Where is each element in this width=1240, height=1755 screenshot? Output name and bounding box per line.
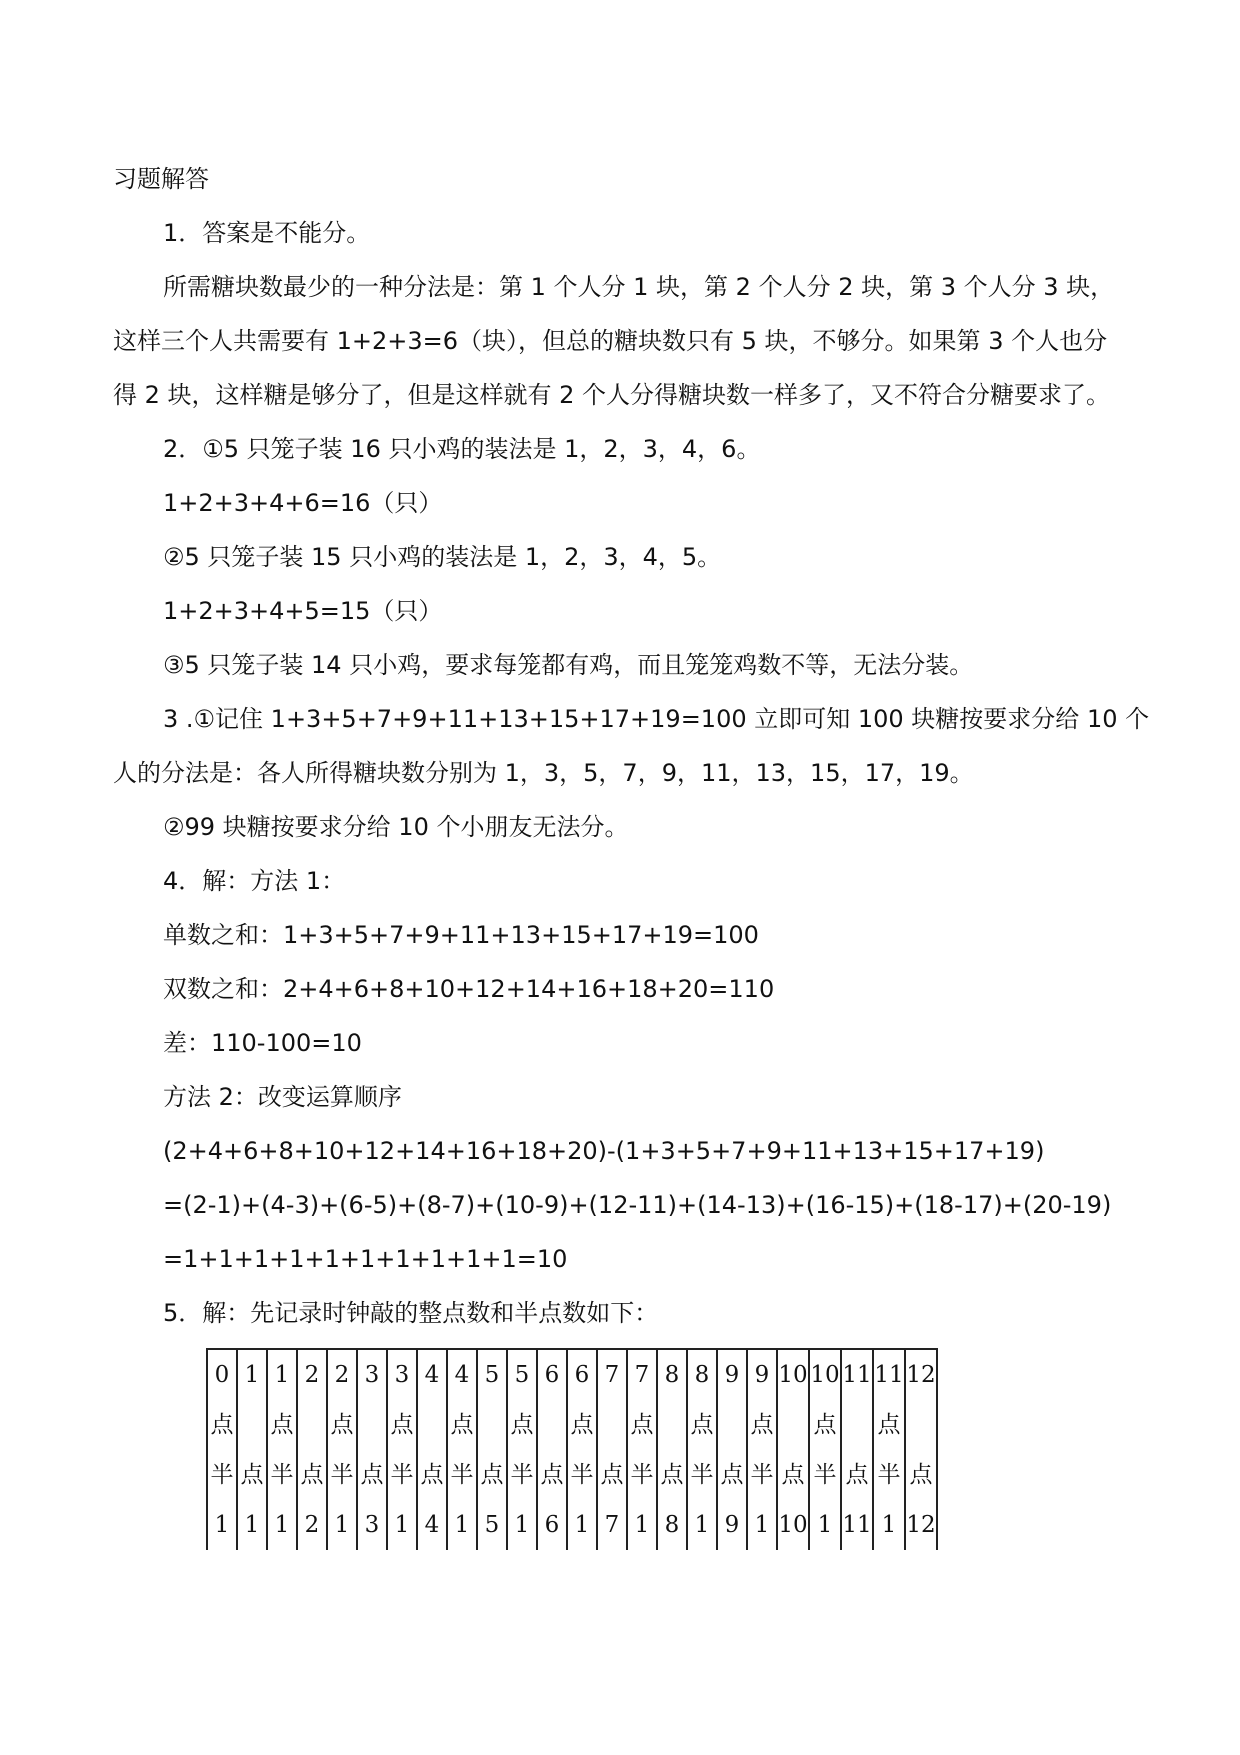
- cell-text: 1: [754, 1511, 770, 1538]
- cell-text: 4: [454, 1361, 470, 1388]
- cell-text: 5: [484, 1511, 500, 1538]
- cell-text: 半: [330, 1461, 354, 1488]
- table-cell: [809, 1400, 841, 1450]
- table-cell: [873, 1500, 905, 1550]
- document-heading: 习题解答: [113, 165, 209, 193]
- method-2-step-2: =(2-1)+(4-3)+(6-5)+(8-7)+(10-9)+(12-11)+(14-13)+(16-15)+(18-17)+(20-19): [163, 1191, 1112, 1219]
- difference-line: 差：110-100=10: [163, 1029, 362, 1057]
- cell-text: 点: [909, 1461, 933, 1488]
- cell-text: 5: [514, 1361, 530, 1388]
- table-cell: [447, 1400, 477, 1450]
- cell-text: 3: [364, 1361, 380, 1388]
- table-cell: [657, 1450, 687, 1500]
- cell-text: 9: [754, 1361, 770, 1388]
- cell-text: 7: [604, 1361, 620, 1388]
- table-cell: [567, 1400, 597, 1450]
- table-cell: [387, 1400, 417, 1450]
- cell-text: 点: [630, 1411, 654, 1438]
- cell-text: 10: [810, 1361, 840, 1388]
- table-cell: [207, 1349, 237, 1400]
- table-cell: [357, 1400, 387, 1450]
- table-cell: [905, 1349, 937, 1400]
- dian-row: [207, 1400, 937, 1450]
- table-cell: [657, 1400, 687, 1450]
- method-2-step-3: =1+1+1+1+1+1+1+1+1+1=10: [163, 1245, 568, 1273]
- table-cell: [357, 1500, 387, 1550]
- table-cell: [687, 1500, 717, 1550]
- table-cell: [873, 1450, 905, 1500]
- cell-text: 1: [214, 1511, 230, 1538]
- table-cell: [597, 1450, 627, 1500]
- table-cell: [267, 1349, 297, 1400]
- answer-2-equation-2: 1+2+3+4+5=15（只）: [163, 597, 443, 625]
- table-cell: [327, 1450, 357, 1500]
- table-cell: [657, 1349, 687, 1400]
- table-cell: [357, 1450, 387, 1500]
- table-cell: [627, 1450, 657, 1500]
- method-2-title: 方法 2：改变运算顺序: [163, 1083, 402, 1111]
- table-cell: [267, 1400, 297, 1450]
- cell-text: 4: [424, 1511, 440, 1538]
- answer-4-title: 4．解：方法 1：: [163, 867, 346, 895]
- cell-text: 1: [274, 1361, 290, 1388]
- cell-text: 点: [690, 1411, 714, 1438]
- cell-text: 3: [394, 1361, 410, 1388]
- cell-text: 2: [304, 1361, 320, 1388]
- cell-text: 半: [450, 1461, 474, 1488]
- table-cell: [627, 1500, 657, 1550]
- table-cell: [297, 1450, 327, 1500]
- table-cell: [597, 1349, 627, 1400]
- table-cell: [447, 1349, 477, 1400]
- table-cell: [777, 1400, 809, 1450]
- cell-text: 9: [724, 1361, 740, 1388]
- table-cell: [627, 1349, 657, 1400]
- cell-text: 半: [570, 1461, 594, 1488]
- table-cell: [537, 1400, 567, 1450]
- answer-1-para-3: 得 2 块，这样糖是够分了，但是这样就有 2 个人分得糖块数一样多了，又不符合分糖要求了。: [113, 381, 1111, 409]
- cell-text: 半: [877, 1461, 901, 1488]
- table-cell: [747, 1500, 777, 1550]
- table-cell: [687, 1349, 717, 1400]
- cell-text: 点: [510, 1411, 534, 1438]
- even-sum-line: 双数之和：2+4+6+8+10+12+14+16+18+20=110: [163, 975, 775, 1003]
- table-cell: [417, 1349, 447, 1400]
- table-cell: [237, 1500, 267, 1550]
- table-cell: [267, 1500, 297, 1550]
- cell-text: 12: [906, 1361, 936, 1388]
- table-cell: [477, 1450, 507, 1500]
- cell-text: 3: [364, 1511, 380, 1538]
- table-cell: [477, 1400, 507, 1450]
- odd-sum-line: 单数之和：1+3+5+7+9+11+13+15+17+19=100: [163, 921, 759, 949]
- table-cell: [567, 1349, 597, 1400]
- answer-1-para-2: 这样三个人共需要有 1+2+3=6（块），但总的糖块数只有 5 块，不够分。如果第 3 个人也分: [113, 327, 1108, 355]
- cell-text: 2: [334, 1361, 350, 1388]
- cell-text: 1: [334, 1511, 350, 1538]
- table-cell: [447, 1500, 477, 1550]
- answer-2-item-1: 2．①5 只笼子装 16 只小鸡的装法是 1，2，3，4，6。: [163, 435, 761, 463]
- cell-text: 半: [390, 1461, 414, 1488]
- cell-text: 9: [724, 1511, 740, 1538]
- table-cell: [627, 1400, 657, 1450]
- cell-text: 1: [454, 1511, 470, 1538]
- cell-text: 点: [210, 1411, 234, 1438]
- table-cell: [477, 1500, 507, 1550]
- table-cell: [717, 1450, 747, 1500]
- table-cell: [507, 1400, 537, 1450]
- cell-text: 点: [720, 1461, 744, 1488]
- cell-text: 点: [750, 1411, 774, 1438]
- table-cell: [809, 1450, 841, 1500]
- cell-text: 6: [544, 1511, 560, 1538]
- table-cell: [237, 1400, 267, 1450]
- cell-text: 7: [634, 1361, 650, 1388]
- table-cell: [567, 1450, 597, 1500]
- cell-text: 1: [394, 1511, 410, 1538]
- table-cell: [905, 1500, 937, 1550]
- table-cell: [905, 1450, 937, 1500]
- cell-text: 6: [544, 1361, 560, 1388]
- cell-text: 点: [480, 1461, 504, 1488]
- cell-text: 1: [244, 1361, 260, 1388]
- table-cell: [387, 1500, 417, 1550]
- cell-text: 1: [634, 1511, 650, 1538]
- table-cell: [687, 1400, 717, 1450]
- cell-text: 点: [813, 1411, 837, 1438]
- cell-text: 点: [390, 1411, 414, 1438]
- cell-text: 半: [510, 1461, 534, 1488]
- table-cell: [537, 1349, 567, 1400]
- table-cell: [717, 1349, 747, 1400]
- cell-text: 点: [360, 1461, 384, 1488]
- cell-text: 5: [484, 1361, 500, 1388]
- table-cell: [417, 1400, 447, 1450]
- table-cell: [207, 1500, 237, 1550]
- cell-text: 点: [420, 1461, 444, 1488]
- cell-text: 1: [274, 1511, 290, 1538]
- cell-text: 2: [304, 1511, 320, 1538]
- cell-text: 0: [214, 1361, 230, 1388]
- table-cell: [477, 1349, 507, 1400]
- table-cell: [841, 1450, 873, 1500]
- cell-text: 点: [600, 1461, 624, 1488]
- cell-text: 1: [244, 1511, 260, 1538]
- table-cell: [873, 1400, 905, 1450]
- clock-chime-table: [206, 1348, 938, 1550]
- table-cell: [717, 1500, 747, 1550]
- table-cell: [297, 1349, 327, 1400]
- table-cell: [417, 1500, 447, 1550]
- table-cell: [905, 1400, 937, 1450]
- table-cell: [597, 1500, 627, 1550]
- table-cell: [387, 1349, 417, 1400]
- cell-text: 6: [574, 1361, 590, 1388]
- table-cell: [809, 1349, 841, 1400]
- cell-text: 11: [874, 1361, 904, 1388]
- cell-text: 11: [842, 1511, 872, 1538]
- cell-text: 点: [330, 1411, 354, 1438]
- chime-count-row: [207, 1500, 937, 1550]
- table-cell: [873, 1349, 905, 1400]
- table-cell: [327, 1500, 357, 1550]
- table-cell: [297, 1400, 327, 1450]
- table-cell: [417, 1450, 447, 1500]
- table-cell: [657, 1500, 687, 1550]
- cell-text: 点: [570, 1411, 594, 1438]
- table-cell: [537, 1500, 567, 1550]
- cell-text: 点: [240, 1461, 264, 1488]
- cell-text: 点: [781, 1461, 805, 1488]
- answer-3-item-1: 3 .①记住 1+3+5+7+9+11+13+15+17+19=100 立即可知 100 块糖按要求分给 10 个: [163, 705, 1150, 733]
- table-cell: [537, 1450, 567, 1500]
- cell-text: 1: [881, 1511, 897, 1538]
- answer-2-equation-1: 1+2+3+4+6=16（只）: [163, 489, 443, 517]
- table-cell: [267, 1450, 297, 1500]
- method-2-step-1: (2+4+6+8+10+12+14+16+18+20)-(1+3+5+7+9+11+13+15+17+19): [163, 1137, 1045, 1165]
- answer-1-title: 1．答案是不能分。: [163, 219, 371, 247]
- table-cell: [841, 1400, 873, 1450]
- answer-3-item-1-cont: 人的分法是：各人所得糖块数分别为 1，3，5，7，9，11，13，15，17，19。: [113, 759, 974, 787]
- answer-3-item-2: ②99 块糖按要求分给 10 个小朋友无法分。: [163, 813, 629, 841]
- cell-text: 半: [630, 1461, 654, 1488]
- table-cell: [207, 1450, 237, 1500]
- table-cell: [747, 1400, 777, 1450]
- cell-text: 1: [694, 1511, 710, 1538]
- table-cell: [747, 1450, 777, 1500]
- table-cell: [507, 1500, 537, 1550]
- cell-text: 4: [424, 1361, 440, 1388]
- cell-text: 点: [300, 1461, 324, 1488]
- table-cell: [507, 1349, 537, 1400]
- table-cell: [717, 1400, 747, 1450]
- cell-text: 7: [604, 1511, 620, 1538]
- table-cell: [597, 1400, 627, 1450]
- table-cell: [841, 1349, 873, 1400]
- cell-text: 12: [906, 1511, 936, 1538]
- table-cell: [447, 1450, 477, 1500]
- type-row: [207, 1450, 937, 1500]
- cell-text: 半: [813, 1461, 837, 1488]
- table-cell: [237, 1450, 267, 1500]
- table-cell: [747, 1349, 777, 1400]
- table-cell: [327, 1349, 357, 1400]
- cell-text: 8: [694, 1361, 710, 1388]
- table-cell: [327, 1400, 357, 1450]
- table-cell: [297, 1500, 327, 1550]
- cell-text: 10: [778, 1511, 808, 1538]
- cell-text: 点: [845, 1461, 869, 1488]
- cell-text: 点: [270, 1411, 294, 1438]
- cell-text: 11: [842, 1361, 872, 1388]
- table-cell: [507, 1450, 537, 1500]
- table-cell: [777, 1349, 809, 1400]
- answer-2-item-3: ③5 只笼子装 14 只小鸡，要求每笼都有鸡，而且笼笼鸡数不等，无法分装。: [163, 651, 974, 679]
- table-cell: [777, 1450, 809, 1500]
- table-cell: [387, 1450, 417, 1500]
- table-cell: [687, 1450, 717, 1500]
- cell-text: 半: [690, 1461, 714, 1488]
- cell-text: 半: [270, 1461, 294, 1488]
- cell-text: 8: [664, 1511, 680, 1538]
- cell-text: 1: [574, 1511, 590, 1538]
- cell-text: 1: [514, 1511, 530, 1538]
- table-cell: [567, 1500, 597, 1550]
- cell-text: 10: [778, 1361, 808, 1388]
- answer-2-item-2: ②5 只笼子装 15 只小鸡的装法是 1，2，3，4，5。: [163, 543, 722, 571]
- table-cell: [237, 1349, 267, 1400]
- cell-text: 点: [540, 1461, 564, 1488]
- answer-1-para-1: 所需糖块数最少的一种分法是：第 1 个人分 1 块，第 2 个人分 2 块，第 3 个人分 3 块，: [163, 273, 1115, 301]
- answer-5-title: 5．解：先记录时钟敲的整点数和半点数如下：: [163, 1299, 659, 1327]
- cell-text: 半: [750, 1461, 774, 1488]
- table-cell: [777, 1500, 809, 1550]
- cell-text: 点: [877, 1411, 901, 1438]
- table-cell: [207, 1400, 237, 1450]
- hour-number-row: [207, 1349, 937, 1400]
- table-cell: [357, 1349, 387, 1400]
- cell-text: 点: [450, 1411, 474, 1438]
- cell-text: 点: [660, 1461, 684, 1488]
- cell-text: 半: [210, 1461, 234, 1488]
- cell-text: 8: [664, 1361, 680, 1388]
- cell-text: 1: [817, 1511, 833, 1538]
- table-cell: [809, 1500, 841, 1550]
- table-cell: [841, 1500, 873, 1550]
